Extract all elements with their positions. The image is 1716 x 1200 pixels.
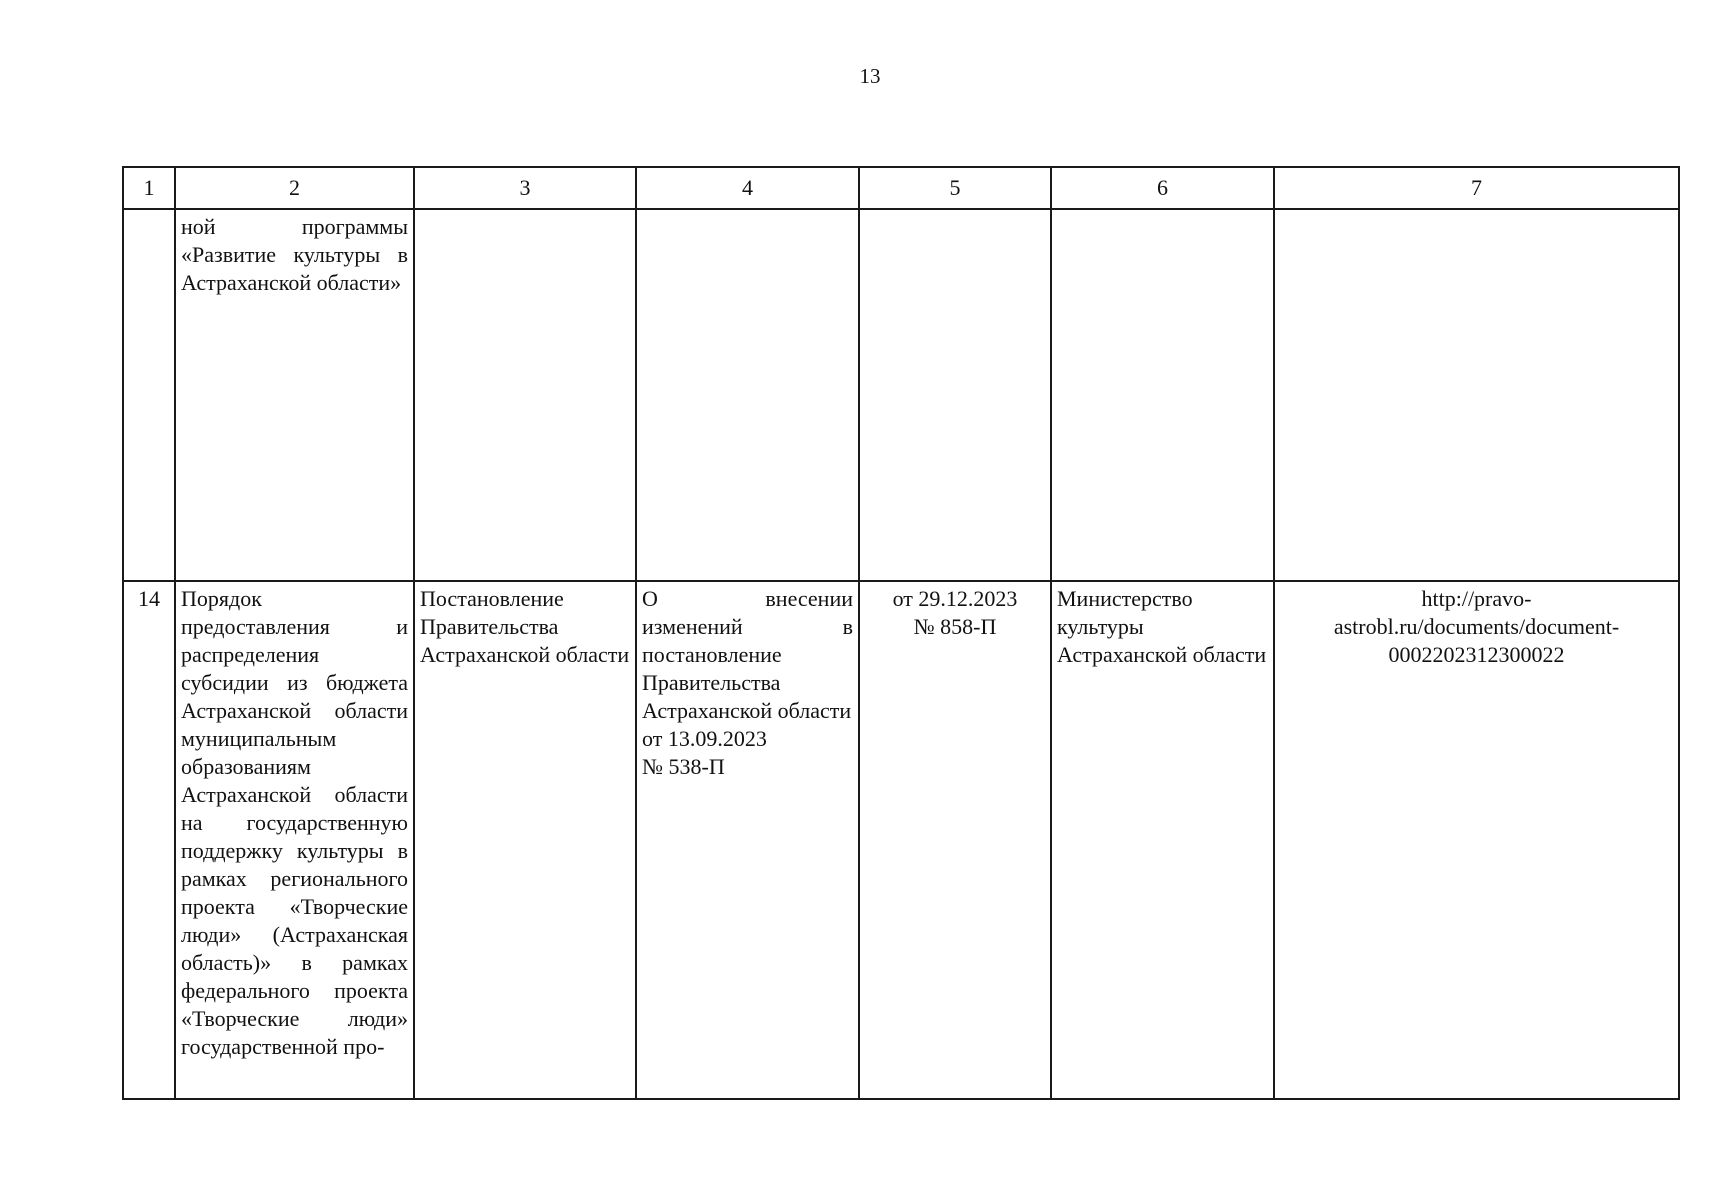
cell-document-name: Порядок предоставления и распределения субсидии из бюджета Астраханской области муниципальным образованиям Астраханской области на государственную поддержку культуры в рамках регионального проекта «Творческие люди» (Астраханская область)» в рамках федерального проекта «Творческие люди» государственной про- (175, 581, 414, 1099)
cell-link (1274, 581, 1679, 1099)
act-date-text: от 29.12.2023 № 858-П (892, 586, 1018, 639)
header-col-3: 3 (414, 167, 636, 209)
header-row (123, 167, 1679, 209)
header-col-1: 1 (123, 167, 175, 209)
header-col-7: 7 (1274, 167, 1679, 209)
cell-act-date (859, 209, 1051, 581)
cell-act-type (414, 209, 636, 581)
cell-number (123, 209, 175, 581)
cell-document-name: ной программы «Развитие культуры в Астраханской области» (175, 209, 414, 581)
cell-authority: Министерство культуры Астраханской области (1051, 581, 1274, 1099)
cell-link (1274, 209, 1679, 581)
cell-act-title (636, 209, 859, 581)
cell-act-title (636, 581, 859, 1099)
act-title-text: О внесении изменений в постановление Правительства Астраханской области от 13.09.2023 № 538-П (642, 586, 853, 779)
document-link[interactable]: http://pravo-astrobl.ru/documents/document-0002202312300022 (1333, 586, 1620, 667)
cell-act-date (859, 581, 1051, 1099)
cell-authority (1051, 209, 1274, 581)
table-row-continuation (123, 209, 1679, 581)
cell-number: 14 (123, 581, 175, 1099)
header-col-4: 4 (636, 167, 859, 209)
header-col-6: 6 (1051, 167, 1274, 209)
page-number: 13 (859, 64, 881, 88)
legal-acts-table (122, 166, 1680, 1100)
header-col-5: 5 (859, 167, 1051, 209)
cell-act-type: Постановление Правительства Астраханской области (414, 581, 636, 1099)
table-row-14 (123, 581, 1679, 1099)
header-col-2: 2 (175, 167, 414, 209)
